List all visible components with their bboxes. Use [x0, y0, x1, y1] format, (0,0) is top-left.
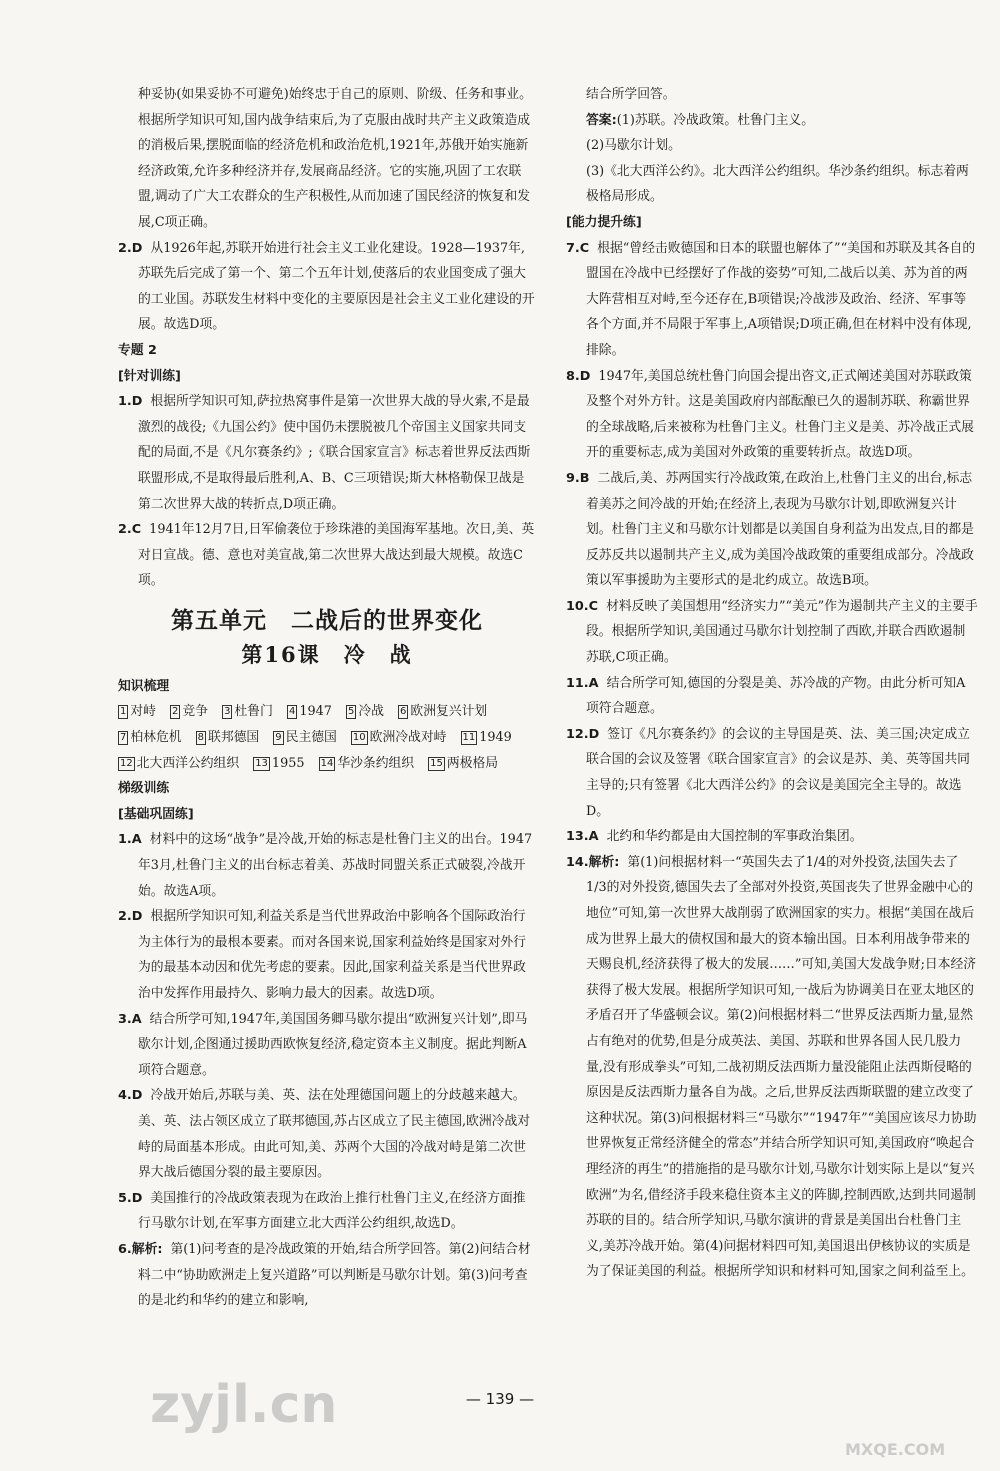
question-explanation: 根据所学知识可知,萨拉热窝事件是第一次世界大战的导火索,不是最激烈的战役;《九国公约》使中国仍未摆脱被几个帝国主义国家共同支配的局面,不是《凡尔赛条约》;《联合国家宣言》标志着世界反法西斯联盟形成,不是取得最后胜利,A、B、C三项错误;斯大林格勒保卫战是第二次世界大战的转折点,D项正确。 — [138, 394, 531, 512]
question-answer: D — [131, 240, 143, 256]
question-explanation: 从1926年起,苏联开始进行社会主义工业化建设。1928—1937年,苏联先后完成了第一个、第二个五年计划,使落后的农业国变成了强大的工业国。苏联发生材料中变化的主要原因是社会主义工业化建设的开展。故选D项。 — [138, 240, 535, 333]
knowledge-item: 7 柏林危机 — [120, 730, 182, 746]
ability-question-13: 13.A 北约和华约都是由大国控制的军事政治集团。 — [566, 829, 863, 845]
basic-question-2: 2.D 根据所学知识可知,利益关系是当代世界政治中影响各个国际政治行为主体行为的最根本要素。而对各国来说,国家利益始终是国家对外行为的最基本动因和优先考虑的要素。因此,国家利益关系是当代世界政治中发挥作用最持久、影响力最大的因素。故选D项。 — [118, 909, 526, 1001]
knowledge-item: 2 竞争 — [172, 704, 209, 720]
right-continued-line: 结合所学回答。 — [586, 87, 676, 102]
ability-question-11: 11.A 结合所学可知,德国的分裂是美、苏冷战的产物。由此分析可知A项符合题意。 — [566, 675, 966, 717]
left-question-2 — [118, 236, 536, 338]
answer-1: (1)苏联。冷战政策。杜鲁门主义。 — [616, 112, 815, 128]
knowledge-item: 13 1955 — [255, 755, 305, 771]
targeted-question-1 — [118, 389, 536, 517]
watermark-logo: zyjl.cn — [150, 1375, 338, 1435]
ability-question-8: 8.D 1947年,美国总统杜鲁门向国会提出咨文,正式阐述美国对苏联政策及整个对外方针。这是美国政府内部酝酿已久的遏制苏联、称霸世界的全球战略,后来被称为杜鲁门主义。杜鲁门主义是美、苏冷战正式展开的重要标志,成为美国对外政策的重要转折点。故选D项。 — [566, 368, 974, 461]
question-number: 2. — [118, 522, 132, 538]
basic-question-3: 3.A 结合所学可知,1947年,美国国务卿马歇尔提出“欧洲复兴计划”,即马歇尔计划,企图通过援助西欧恢复经济,稳定资本主义制度。据此判断A项符合题意。 — [118, 1011, 528, 1078]
knowledge-item: 11 1949 — [462, 730, 512, 746]
knowledge-item: 15 两极格局 — [430, 755, 499, 771]
basic-question-1: 1.A 材料中的这场“战争”是冷战,开始的标志是杜鲁门主义的出台。1947年3月,杜鲁门主义的出台标志着美、苏战时同盟关系正式破裂,冷战开始。故选A项。 — [118, 832, 533, 899]
ladder-training-heading: 梯级训练 — [118, 781, 170, 797]
unit-title: 第五单元 二战后的世界变化 — [171, 606, 483, 634]
knowledge-item: 14 华沙条约组织 — [320, 755, 415, 771]
answer-label: 答案: — [586, 112, 617, 128]
right-column — [566, 82, 978, 1285]
knowledge-item: 12 北大西洋公约组织 — [120, 755, 240, 771]
lesson-title: 第16课 冷 战 — [241, 641, 413, 667]
basic-question-6: 6.解析: 第(1)问考查的是冷战政策的开始,结合所学回答。第(2)问结合材料二中“协助欧洲走上复兴道路”可以判断是马歇尔计划。第(3)问考查的是北约和华约的建立和影响, — [118, 1241, 531, 1309]
left-continued-paragraph: 种妥协(如果妥协不可避免)始终忠于自己的原则、阶级、任务和事业。根据所学知识可知,国内战争结束后,为了克服由战时共产主义政策造成的消极后果,摆脱面临的经济危机和政治危机,1921年,苏俄开始实施新经济政策,允许多种经济并存,发展商品经济。它的实施,巩固了工农联盟,调动了广大工农群众的生产积极性,从而加速了国民经济的恢复和发展,C项正确。 — [138, 87, 532, 230]
question-answer: C — [131, 522, 142, 538]
knowledge-list — [118, 699, 536, 776]
ability-practice-heading: [能力提升练] — [566, 214, 642, 230]
ability-question-10: 10.C 材料反映了美国想用“经济实力”“美元”作为遏制共产主义的主要手段。根据所学知识,美国通过马歇尔计划控制了西欧,并联合西欧遏制苏联,C项正确。 — [566, 598, 978, 666]
page-number: — 139 — — [465, 1390, 535, 1408]
knowledge-item: 10 欧洲冷战对峙 — [352, 730, 447, 746]
question-explanation: 1941年12月7日,日军偷袭位于珍珠港的美国海军基地。次日,美、英对日宣战。德、意也对美宣战,第二次世界大战达到最大规模。故选C项。 — [138, 522, 535, 589]
basic-practice-heading: [基础巩固练] — [118, 806, 194, 822]
ability-question-12: 12.D 签订《凡尔赛条约》的会议的主导国是英、法、美三国;决定成立联合国的会议及签署《联合国家宣言》的会议是苏、美、英等国共同主导的;只有签署《北大西洋公约》的会议是美国完全主导的。故选D。 — [566, 726, 970, 819]
answer-3: (3)《北大西洋公约》。北大西洋公约组织。华沙条约组织。标志着两极格局形成。 — [586, 163, 969, 205]
targeted-training-heading: [针对训练] — [118, 368, 181, 384]
basic-question-4: 4.D 冷战开始后,苏联与美、英、法在处理德国问题上的分歧越来越大。美、英、法占领区成立了联邦德国,苏占区成立了民主德国,欧洲冷战对峙的局面基本形成。由此可知,美、苏两个大国的冷战对峙是第二次世界大战后德国分裂的最主要原因。 — [118, 1088, 531, 1181]
answer-block — [566, 108, 978, 134]
ability-question-14: 14.解析: 第(1)问根据材料一“英国失去了1/4的对外投资,法国失去了1/3的对外投资,德国失去了全部对外投资,英国丧失了世界金融中心的地位”可知,第一次世界大战削弱了欧洲国家的实力。根据“美国在战后成为世界上最大的债权国和最大的资本输出国。日本利用战争带来的天赐良机,经济获得了极大的发展……”可知,美国大发战争财;日本经济获得了极大发展。根据所学知识可知,一战后为协调美日在亚太地区的矛盾召开了华盛顿会议。第(2)问根据材料二“世界反法西斯力量,显然占有绝对的优势,但是分成英法、美国、苏联和世界各国人民几股力量,没有形成拳头”可知,二战初期反法西斯力量没能阻止法西斯侵略的原因是反法西斯力量各自为战。之后,世界反法西斯联盟的建立改变了这种状况。第(3)问根据材料三“马歇尔”“1947年”“美国应该尽力协助世界恢复正常经济健全的常态”并结合所学知识可知,美国政府“唤起合理经济的再生”的措施指的是马歇尔计划,马歇尔计划实际上是以“复兴欧洲”为名,借经济手段来稳住资本主义的阵脚,控制西欧,达到共同遏制苏联的目的。结合所学知识,马歇尔演讲的背景是美国出台杜鲁门主义,美苏冷战开始。第(4)问据材料四可知,美国退出伊核协议的实质是为了保证美国的利益。根据所学知识和材料可知,国家之间利益至上。 — [566, 854, 977, 1280]
knowledge-item: 9 民主德国 — [275, 730, 337, 746]
basic-question-5: 5.D 美国推行的冷战政策表现为在政治上推行杜鲁门主义,在经济方面推行马歇尔计划,在军事方面建立北大西洋公约组织,故选D。 — [118, 1190, 526, 1232]
ability-question-7: 7.C 根据“曾经击败德国和日本的联盟也解体了”“美国和苏联及其各自的盟国在冷战中已经摆好了作战的姿势”可知,二战后以美、苏为首的两大阵营相互对峙,至今还存在,B项错误;冷战涉及政治、经济、军事等各个方面,并不局限于军事上,A项错误;D项正确,但在材料中没有体现,排除。 — [566, 240, 976, 358]
knowledge-item: 5 冷战 — [347, 704, 384, 720]
left-column — [118, 82, 536, 1314]
knowledge-item: 1 对峙 — [120, 704, 156, 720]
knowledge-item: 4 1947 — [288, 704, 332, 720]
ability-question-9: 9.B 二战后,美、苏两国实行冷战政策,在政治上,杜鲁门主义的出台,标志着美苏之间冷战的开始;在经济上,表现为马歇尔计划,即欧洲复兴计划。杜鲁门主义和马歇尔计划都是以美国自身利益为出发点,目的都是反苏反共以遏制共产主义,成为美国冷战政策的重要组成部分。冷战政策以军事援助为主要形式的是北约成立。故选B项。 — [566, 470, 974, 589]
knowledge-heading: 知识梳理 — [118, 678, 170, 694]
targeted-question-2 — [118, 517, 536, 594]
question-number: 1. — [118, 394, 132, 410]
question-number: 2. — [118, 240, 132, 256]
knowledge-item: 6 欧洲复兴计划 — [400, 704, 488, 720]
knowledge-item: 3 杜鲁门 — [224, 704, 273, 720]
question-answer: D — [131, 394, 143, 410]
watermark-site: MXQE.COM — [845, 1440, 946, 1459]
knowledge-item: 8 联邦德国 — [197, 730, 260, 746]
answer-2: (2)马歇尔计划。 — [586, 138, 681, 154]
topic-2-heading: 专题 2 — [118, 342, 157, 358]
